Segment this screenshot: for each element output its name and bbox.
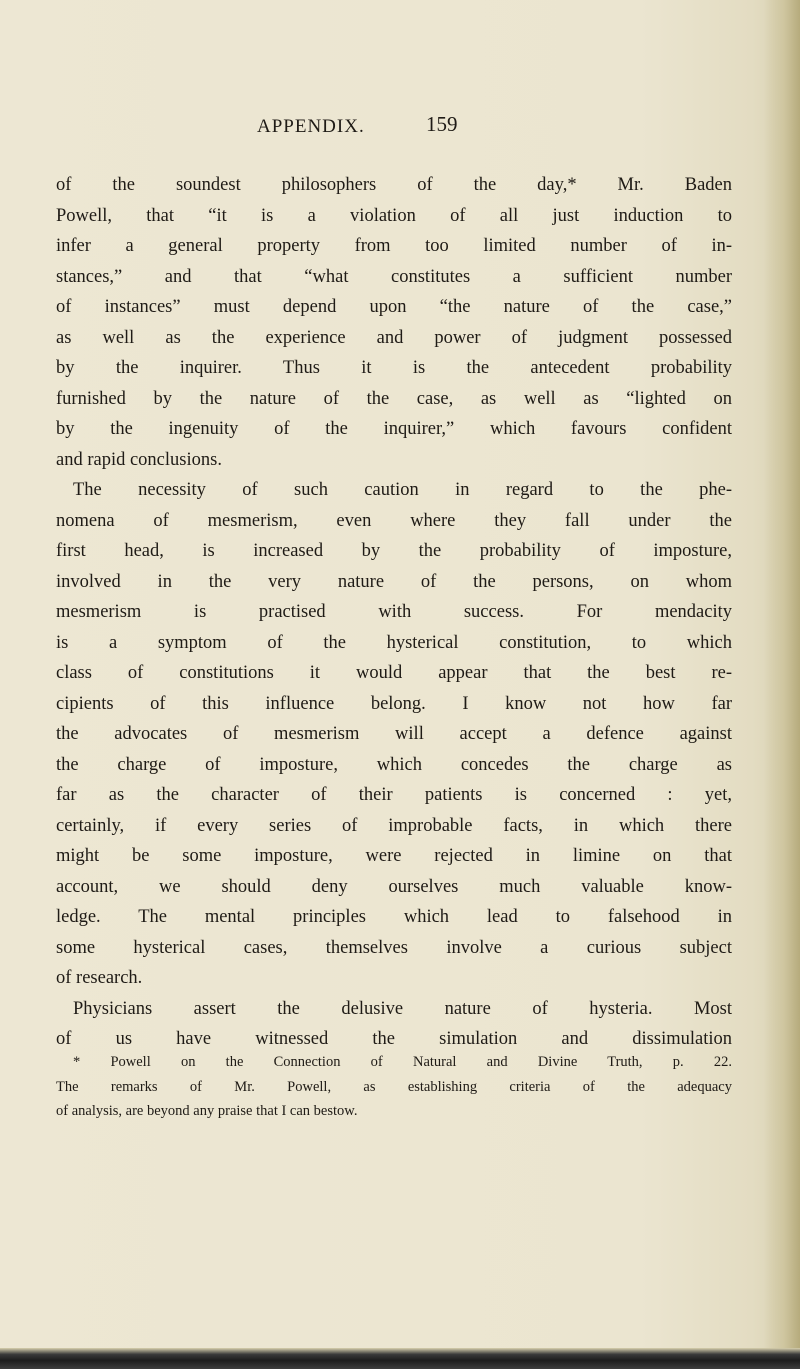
text-line: might be some imposture, were rejected in limine on that: [56, 846, 732, 866]
footnote: [56, 1050, 732, 1124]
text-line: account, we should deny ourselves much valuable know-: [56, 876, 732, 897]
text-line: far as the character of their patients is concerned : yet,: [56, 785, 732, 805]
page-edge-shadow: [764, 0, 800, 1369]
footnote-line: * Powell on the Connection of Natural and Divine Truth, p. 22.: [73, 1054, 732, 1070]
body-text: [56, 170, 732, 1055]
text-line: infer a general property from too limited number of in-: [56, 236, 732, 256]
text-line: the advocates of mesmerism will accept a defence against: [56, 724, 732, 744]
text-line: involved in the very nature of the persons, on whom: [56, 571, 732, 592]
text-line: Physicians assert the delusive nature of hysteria. Most: [73, 998, 732, 1019]
text-line: some hysterical cases, themselves involve a curious subject: [56, 937, 732, 958]
text-line: by the inquirer. Thus it is the antecedent probability: [56, 358, 732, 378]
text-line: as well as the experience and power of judgment possessed: [56, 327, 732, 348]
text-line: first head, is increased by the probability of imposture,: [56, 541, 732, 561]
text-line: Powell, that “it is a violation of all just induction to: [56, 205, 732, 226]
page-header: [0, 112, 800, 146]
text-line: ledge. The mental principles which lead to falsehood in: [56, 907, 732, 927]
page-number: 159: [426, 112, 458, 136]
text-line: the charge of imposture, which concedes the charge as: [56, 754, 732, 775]
footnote-line: The remarks of Mr. Powell, as establishing criteria of the adequacy: [56, 1078, 732, 1095]
text-line: of us have witnessed the simulation and dissimulation: [56, 1029, 732, 1049]
text-line: is a symptom of the hysterical constitution, to which: [56, 632, 732, 653]
text-line: The necessity of such caution in regard to the phe-: [73, 480, 732, 500]
text-line: class of constitutions it would appear that the best re-: [56, 663, 732, 683]
text-line: mesmerism is practised with success. For mendacity: [56, 602, 732, 622]
footnote-line: of analysis, are beyond any praise that I can bestow.: [56, 1103, 358, 1119]
running-head: APPENDIX.: [257, 116, 365, 137]
scan-bottom-edge: [0, 1348, 800, 1369]
text-line: of the soundest philosophers of the day,* Mr. Baden: [56, 175, 732, 195]
text-line: of instances” must depend upon “the nature of the case,”: [56, 297, 732, 317]
text-line: cipients of this influence belong. I know not how far: [56, 693, 732, 714]
text-line: nomena of mesmerism, even where they fall under the: [56, 510, 732, 531]
text-line: and rapid conclusions.: [56, 449, 222, 470]
text-line: by the ingenuity of the inquirer,” which favours confident: [56, 419, 732, 439]
text-line: certainly, if every series of improbable facts, in which there: [56, 815, 732, 836]
text-line: furnished by the nature of the case, as well as “lighted on: [56, 388, 732, 409]
text-line: of research.: [56, 968, 143, 988]
text-line: stances,” and that “what constitutes a sufficient number: [56, 266, 732, 287]
